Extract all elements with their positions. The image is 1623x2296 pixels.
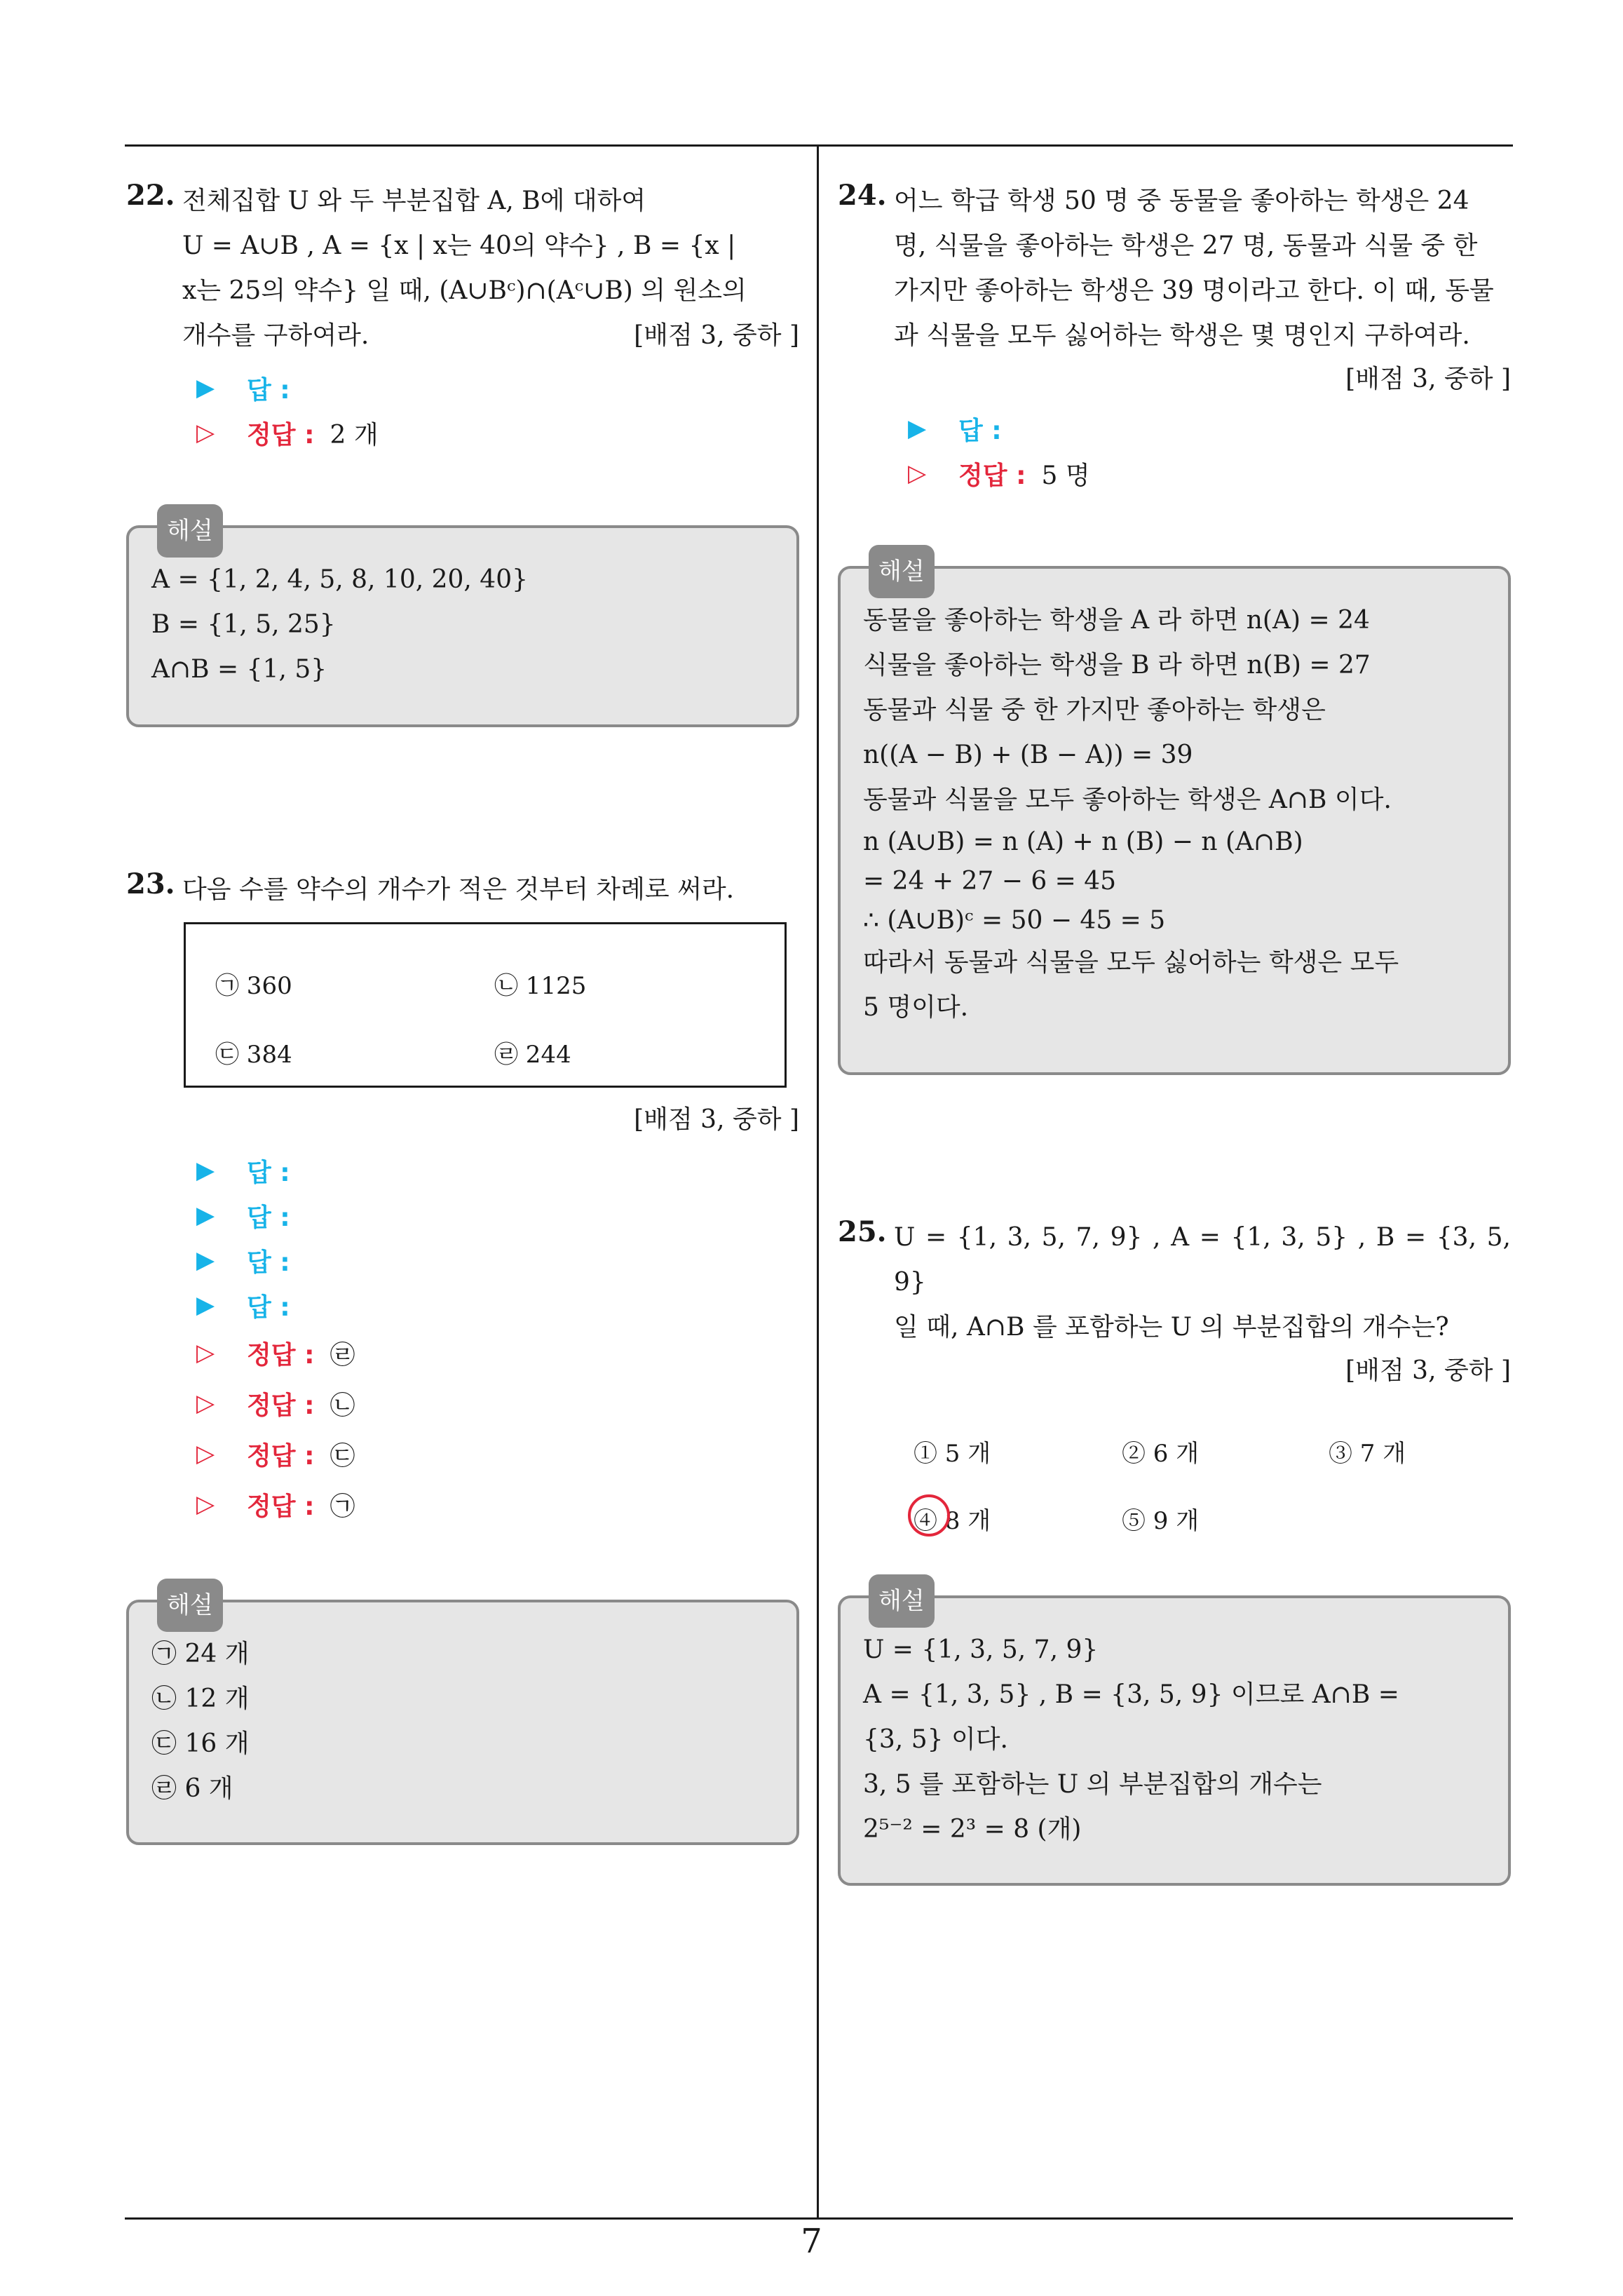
choice-item: ㉡ 1125 bbox=[494, 972, 587, 1000]
play-arrow-icon: ▶ bbox=[908, 414, 927, 443]
solution-box: 해설 동물을 좋아하는 학생을 A 라 하면 n(A) = 24 식물을 좋아하는 학생을 B 라 하면 n(B) = 27 동물과 식물 중 한 가지만 좋아하는 학생은 n((A − B) + (B − A)) = 39 동물과 식물을 모두 좋아하는 학생은 A∩B 이다. n (A∪B) = n (A) + n (B) − n (A∩B) = 24 + 27 − 6 = 45 ∴ (A∪B)ᶜ = 50 − 45 = 5 따라서 동물과 식물을 모두 싫어하는 학생은 모두 5 명이다. bbox=[838, 566, 1511, 1075]
question-22 bbox=[126, 179, 799, 727]
left-column bbox=[126, 179, 799, 1845]
choice-item: ㉣ 244 bbox=[494, 1041, 571, 1069]
solution-box: 해설 A = {1, 2, 4, 5, 8, 10, 20, 40} B = {1, 5, 25} A∩B = {1, 5} bbox=[126, 525, 799, 727]
option-1[interactable]: ① 5 개 bbox=[914, 1440, 991, 1468]
play-arrow-icon: ▶ bbox=[196, 1201, 215, 1229]
question-number: 24. bbox=[838, 179, 887, 212]
solution-tag: 해설 bbox=[869, 545, 935, 598]
score-label: [배점 3, 중하 ] bbox=[634, 321, 799, 350]
option-4[interactable]: ④ 8 개 bbox=[914, 1501, 991, 1536]
right-column bbox=[838, 179, 1511, 1886]
answer-row: ▶ 답 : bbox=[196, 374, 290, 405]
score-label: [배점 3, 중하 ] bbox=[1345, 365, 1511, 393]
question-number: 22. bbox=[126, 179, 175, 212]
outline-arrow-icon: ▷ bbox=[196, 419, 215, 447]
solution-box: 해설 U = {1, 3, 5, 7, 9} A = {1, 3, 5} , B = {3, 5, 9} 이므로 A∩B = {3, 5} 이다. 3, 5 를 포함하는 U 의 부분집합의 개수는 2⁵⁻² = 2³ = 8 (개) bbox=[838, 1595, 1511, 1886]
answer-row: ▶ 답 : bbox=[196, 1201, 290, 1232]
play-arrow-icon: ▶ bbox=[196, 1156, 215, 1184]
answer-row: ▶ 답 : bbox=[196, 1291, 290, 1322]
question-text: U = {1, 3, 5, 7, 9} , A = {1, 3, 5} , B = {3, 5, 9} 일 때, A∩B 를 포함하는 U 의 부분집합의 개수는? bbox=[894, 1223, 1511, 1342]
play-arrow-icon: ▶ bbox=[196, 1246, 215, 1274]
correct-answer-row: ▷ 정답 : ㉡ bbox=[196, 1389, 355, 1420]
outline-arrow-icon: ▷ bbox=[196, 1389, 215, 1417]
outline-arrow-icon: ▷ bbox=[908, 459, 927, 487]
selected-circle-icon bbox=[908, 1494, 950, 1537]
bottom-rule bbox=[125, 2217, 1513, 2220]
option-5[interactable]: ⑤ 9 개 bbox=[1122, 1507, 1200, 1535]
correct-answer-row: ▷ 정답 : 2 개 bbox=[196, 419, 379, 450]
answer-row: ▶ 답 : bbox=[196, 1246, 290, 1277]
question-text: 전체집합 U 와 두 부분집합 A, B에 대하여 U = A∪B , A = {x | x는 40의 약수} , B = {x | x는 25의 약수} 일 때, (A∪Bᶜ)∩(Aᶜ∪B) 의 원소의 개수를 구하여라. [배점 3, 중하 ] bbox=[182, 179, 799, 358]
outline-arrow-icon: ▷ bbox=[196, 1440, 215, 1468]
choice-box bbox=[184, 922, 787, 1088]
top-rule bbox=[125, 144, 1513, 147]
correct-answer-row: ▷ 정답 : ㉠ bbox=[196, 1490, 355, 1521]
play-arrow-icon: ▶ bbox=[196, 374, 215, 402]
play-arrow-icon: ▶ bbox=[196, 1291, 215, 1319]
multiple-choice-options bbox=[894, 1434, 1511, 1574]
option-3[interactable]: ③ 7 개 bbox=[1329, 1440, 1406, 1468]
question-24 bbox=[838, 179, 1511, 1075]
score-label: [배점 3, 중하 ] bbox=[634, 1105, 799, 1134]
correct-answer-row: ▷ 정답 : ㉢ bbox=[196, 1440, 355, 1471]
column-divider bbox=[817, 144, 819, 2219]
question-number: 23. bbox=[126, 867, 175, 900]
question-number: 25. bbox=[838, 1215, 887, 1248]
page-number: 7 bbox=[801, 2222, 822, 2261]
solution-tag: 해설 bbox=[157, 504, 223, 558]
question-text: 다음 수를 약수의 개수가 적은 것부터 차례로 써라. bbox=[182, 875, 735, 904]
correct-answer-row: ▷ 정답 : ㉣ bbox=[196, 1339, 355, 1370]
choice-item: ㉢ 384 bbox=[215, 1041, 292, 1069]
outline-arrow-icon: ▷ bbox=[196, 1490, 215, 1518]
answer-row: ▶ 답 : bbox=[196, 1156, 290, 1187]
question-text: 어느 학급 학생 50 명 중 동물을 좋아하는 학생은 24 명, 식물을 좋아하는 학생은 27 명, 동물과 식물 중 한 가지만 좋아하는 학생은 39 명이라고 한다. 이 때, 동물 과 식물을 모두 싫어하는 학생은 몇 명인지 구하여라. bbox=[894, 187, 1494, 350]
solution-tag: 해설 bbox=[869, 1574, 935, 1628]
question-23 bbox=[126, 867, 799, 1845]
outline-arrow-icon: ▷ bbox=[196, 1339, 215, 1367]
question-25 bbox=[838, 1215, 1511, 1886]
solution-box: 해설 ㉠ 24 개 ㉡ 12 개 ㉢ 16 개 ㉣ 6 개 bbox=[126, 1600, 799, 1845]
correct-answer-row: ▷ 정답 : 5 명 bbox=[908, 459, 1090, 490]
choice-item: ㉠ 360 bbox=[215, 972, 292, 1000]
score-label: [배점 3, 중하 ] bbox=[1345, 1356, 1511, 1385]
solution-tag: 해설 bbox=[157, 1579, 223, 1632]
answer-row: ▶ 답 : bbox=[908, 414, 1002, 445]
option-2[interactable]: ② 6 개 bbox=[1122, 1440, 1200, 1468]
